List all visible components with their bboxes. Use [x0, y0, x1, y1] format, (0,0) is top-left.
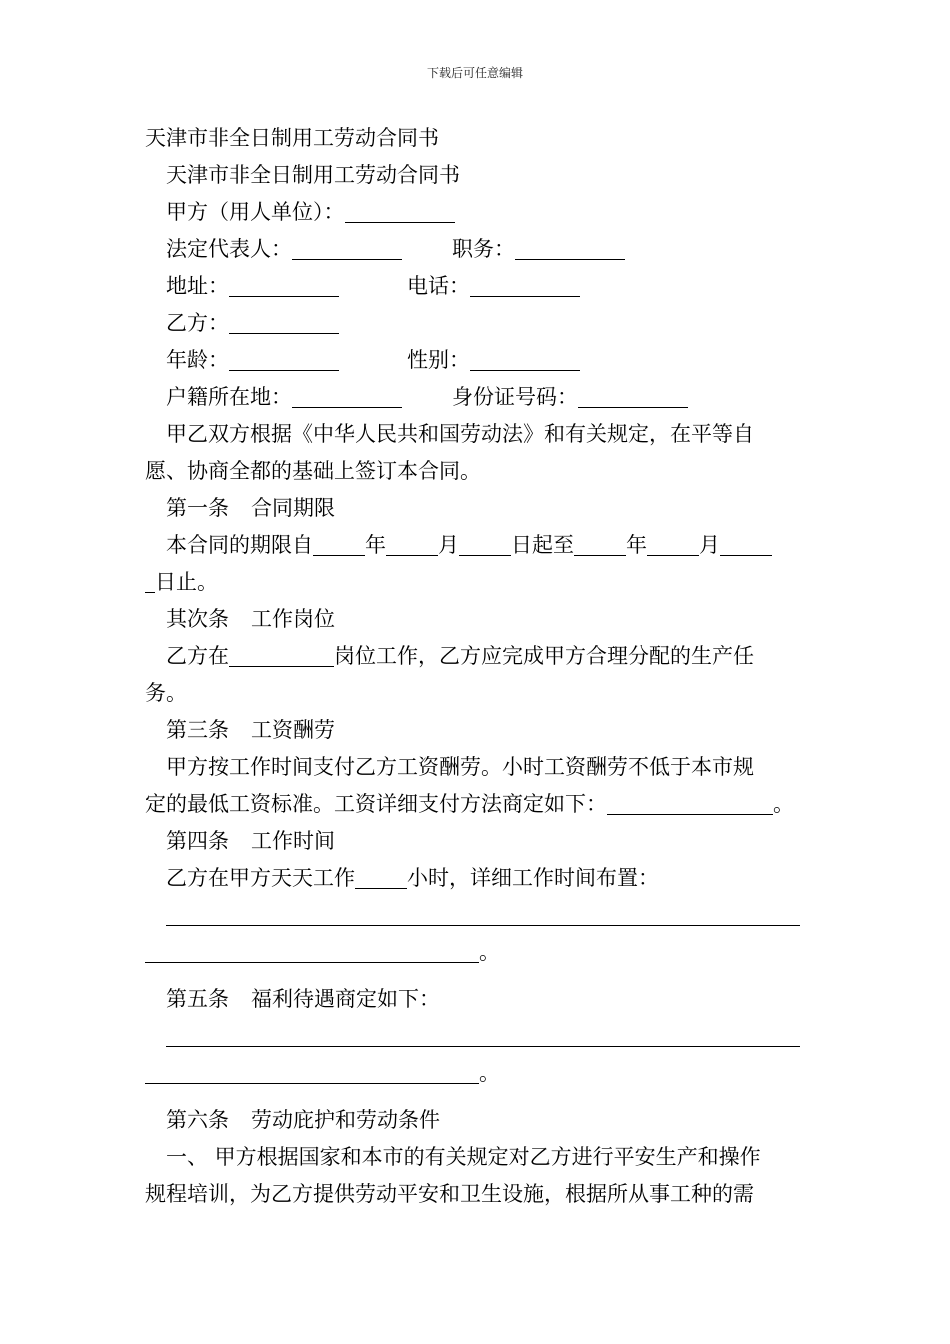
- document-title: 天津市非全日制用工劳动合同书: [145, 126, 439, 150]
- article-4-period: 。: [479, 940, 500, 964]
- start-month-label: 月: [438, 533, 459, 557]
- start-day-blank[interactable]: [459, 533, 511, 556]
- wage-method-blank[interactable]: [607, 792, 773, 815]
- article-4-line-1: [145, 860, 810, 897]
- position-label: 职务：: [452, 237, 515, 261]
- article-6-name: 劳动庇护和劳动条件: [251, 1108, 440, 1132]
- work-schedule-blank-2[interactable]: [145, 940, 479, 963]
- legal-rep-line: [145, 231, 810, 268]
- article-2-name: 工作岗位: [251, 607, 335, 631]
- document-body: [145, 120, 810, 1213]
- address-blank[interactable]: [229, 274, 339, 297]
- end-year-label: 年: [626, 533, 647, 557]
- id-number-blank[interactable]: [578, 385, 688, 408]
- id-number-label: 身份证号码：: [452, 385, 578, 409]
- address-line: [145, 268, 810, 305]
- job-position-blank[interactable]: [229, 644, 334, 667]
- article-5-blank-line-1: [145, 1018, 810, 1055]
- start-year-label: 年: [365, 533, 386, 557]
- article-4-blank-line-1: [145, 897, 810, 934]
- article-6-line-2: 规程培训，为乙方提供劳动平安和卫生设施，根据所从事工种的需: [145, 1182, 754, 1206]
- hukou-line: [145, 379, 810, 416]
- article-2-text-a: 乙方在: [166, 644, 229, 668]
- article-4-heading: [145, 823, 810, 860]
- article-6-number: 第六条: [166, 1108, 229, 1132]
- article-1-number: 第一条: [166, 496, 229, 520]
- article-1-term-line: [145, 527, 810, 564]
- article-2-heading: [145, 601, 810, 638]
- article-1-name: 合同期限: [251, 496, 335, 520]
- article-5-heading: [145, 981, 810, 1018]
- hukou-label: 户籍所在地：: [166, 385, 292, 409]
- article-1-term-line-2: [145, 564, 810, 601]
- daily-hours-blank[interactable]: [355, 866, 407, 889]
- position-blank[interactable]: [515, 237, 625, 260]
- intro-line-1: 甲乙双方根据《中华人民共和国劳动法》和有关规定，在平等自: [166, 422, 754, 446]
- document-subtitle: 天津市非全日制用工劳动合同书: [166, 163, 460, 187]
- article-6-heading: [145, 1102, 810, 1139]
- end-day-blank-part1[interactable]: [720, 533, 772, 556]
- term-start-label: 本合同的期限自: [166, 533, 313, 557]
- benefits-blank-2[interactable]: [145, 1061, 479, 1084]
- article-3-line-2: [145, 786, 810, 823]
- article-2-text-b: 岗位工作，乙方应完成甲方合理分配的生产任: [334, 644, 754, 668]
- hukou-blank[interactable]: [292, 385, 402, 408]
- article-2-number: 其次条: [166, 607, 229, 631]
- article-5-name: 福利待遇商定如下：: [251, 987, 440, 1011]
- article-4-text-b: 小时，详细工作时间布置：: [407, 866, 659, 890]
- article-5-number: 第五条: [166, 987, 229, 1011]
- article-5-blank-line-2: [145, 1055, 810, 1092]
- phone-blank[interactable]: [470, 274, 580, 297]
- article-5-period: 。: [479, 1061, 500, 1085]
- start-month-blank[interactable]: [386, 533, 438, 556]
- article-4-number: 第四条: [166, 829, 229, 853]
- article-3-period: 。: [773, 792, 794, 816]
- article-1-heading: [145, 490, 810, 527]
- intro-line-2: 愿、协商全都的基础上签订本合同。: [145, 459, 481, 483]
- end-day-label: 日止。: [155, 570, 218, 594]
- legal-rep-label: 法定代表人：: [166, 237, 292, 261]
- end-month-blank[interactable]: [647, 533, 699, 556]
- party-b-label: 乙方：: [166, 311, 229, 335]
- article-4-blank-line-2: [145, 934, 810, 971]
- article-3-name: 工资酬劳: [251, 718, 335, 742]
- article-2-line-2: 务。: [145, 681, 187, 705]
- party-a-label: 甲方（用人单位）：: [166, 200, 345, 224]
- article-3-heading: [145, 712, 810, 749]
- age-label: 年龄：: [166, 348, 229, 372]
- age-blank[interactable]: [229, 348, 339, 371]
- article-3-line-1: 甲方按工作时间支付乙方工资酬劳。小时工资酬劳不低于本市规: [166, 755, 754, 779]
- party-b-blank[interactable]: [229, 311, 339, 334]
- party-a-line: [145, 194, 810, 231]
- party-a-blank[interactable]: [345, 200, 455, 223]
- phone-label: 电话：: [407, 274, 470, 298]
- end-day-blank-part2[interactable]: [145, 570, 155, 593]
- gender-blank[interactable]: [470, 348, 580, 371]
- article-2-line-1: [145, 638, 810, 675]
- start-year-blank[interactable]: [313, 533, 365, 556]
- end-month-label: 月: [699, 533, 720, 557]
- article-3-text: 定的最低工资标准。工资详细支付方法商定如下：: [145, 792, 607, 816]
- benefits-blank-1[interactable]: [166, 1024, 800, 1047]
- article-4-text-a: 乙方在甲方天天工作: [166, 866, 355, 890]
- party-b-line: [145, 305, 810, 342]
- age-line: [145, 342, 810, 379]
- gender-label: 性别：: [407, 348, 470, 372]
- article-6-line-1: 一、 甲方根据国家和本市的有关规定对乙方进行平安生产和操作: [166, 1145, 761, 1169]
- address-label: 地址：: [166, 274, 229, 298]
- end-year-blank[interactable]: [574, 533, 626, 556]
- legal-rep-blank[interactable]: [292, 237, 402, 260]
- header-note: 下载后可任意编辑: [426, 66, 523, 80]
- article-3-number: 第三条: [166, 718, 229, 742]
- work-schedule-blank-1[interactable]: [166, 903, 800, 926]
- article-4-name: 工作时间: [251, 829, 335, 853]
- start-day-label: 日起至: [511, 533, 574, 557]
